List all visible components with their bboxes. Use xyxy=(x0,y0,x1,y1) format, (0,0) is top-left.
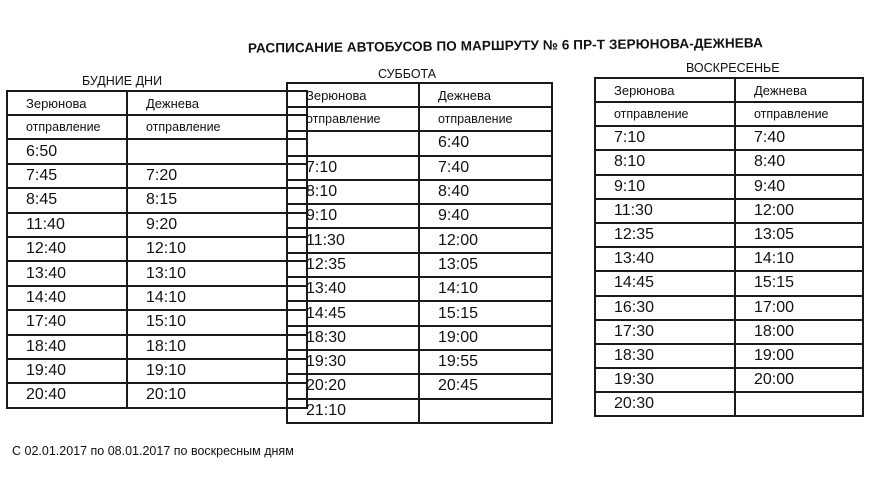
departure-time-dezhneva: 9:20 xyxy=(127,213,307,237)
departure-time-dezhneva: 8:40 xyxy=(419,180,552,204)
departure-time-dezhneva: 7:40 xyxy=(419,156,552,180)
table-row xyxy=(595,296,863,320)
departure-time-dezhneva: 13:10 xyxy=(127,261,307,285)
departure-time-dezhneva: 17:00 xyxy=(735,296,863,320)
departure-time-zeryunova: 6:50 xyxy=(7,139,127,163)
departure-time-dezhneva: 12:00 xyxy=(419,228,552,252)
sunday-schedule-table xyxy=(594,77,864,417)
departure-time-dezhneva: 18:00 xyxy=(735,320,863,344)
departure-time-dezhneva xyxy=(735,392,863,416)
table-row xyxy=(595,368,863,392)
departure-time-zeryunova: 11:30 xyxy=(595,199,735,223)
departure-label: отправление xyxy=(127,115,307,139)
departure-time-dezhneva: 8:40 xyxy=(735,150,863,174)
column-header-zeryunova: Зерюнова xyxy=(7,91,127,115)
departure-time-zeryunova: 19:30 xyxy=(287,350,419,374)
header-row xyxy=(7,91,307,115)
departure-time-dezhneva: 8:15 xyxy=(127,188,307,212)
departure-time-dezhneva: 18:10 xyxy=(127,335,307,359)
departure-time-zeryunova: 16:30 xyxy=(595,296,735,320)
column-header-dezhneva: Дежнева xyxy=(419,83,552,107)
column-header-dezhneva: Дежнева xyxy=(127,91,307,115)
table-row xyxy=(287,399,552,423)
departure-time-zeryunova: 7:45 xyxy=(7,164,127,188)
departure-time-zeryunova: 8:10 xyxy=(595,150,735,174)
departure-time-zeryunova xyxy=(287,131,419,155)
table-row xyxy=(7,383,307,407)
footer-note: С 02.01.2017 по 08.01.2017 по воскресным дням xyxy=(12,444,294,458)
table-row xyxy=(287,131,552,155)
table-row xyxy=(595,271,863,295)
departure-time-zeryunova: 12:40 xyxy=(7,237,127,261)
departure-time-dezhneva: 9:40 xyxy=(735,175,863,199)
table-row xyxy=(595,247,863,271)
departure-time-zeryunova: 8:10 xyxy=(287,180,419,204)
subheader-row xyxy=(287,107,552,131)
saturday-schedule-table xyxy=(286,82,553,424)
departure-time-zeryunova: 18:30 xyxy=(595,344,735,368)
table-row xyxy=(7,359,307,383)
departure-time-zeryunova: 9:10 xyxy=(595,175,735,199)
departure-time-dezhneva: 12:10 xyxy=(127,237,307,261)
departure-time-zeryunova: 11:30 xyxy=(287,228,419,252)
table-row xyxy=(287,180,552,204)
departure-time-zeryunova: 7:10 xyxy=(287,156,419,180)
column-header-dezhneva: Дежнева xyxy=(735,78,863,102)
table-row xyxy=(7,139,307,163)
departure-label: отправление xyxy=(595,102,735,126)
departure-time-zeryunova: 13:40 xyxy=(7,261,127,285)
departure-time-dezhneva: 19:00 xyxy=(419,326,552,350)
table-row xyxy=(7,213,307,237)
departure-label: отправление xyxy=(7,115,127,139)
table-row xyxy=(7,286,307,310)
saturday-caption: СУББОТА xyxy=(378,67,437,81)
departure-time-zeryunova: 17:30 xyxy=(595,320,735,344)
departure-time-dezhneva: 15:15 xyxy=(735,271,863,295)
table-row xyxy=(287,253,552,277)
departure-time-zeryunova: 14:45 xyxy=(595,271,735,295)
departure-time-zeryunova: 14:40 xyxy=(7,286,127,310)
departure-time-zeryunova: 19:40 xyxy=(7,359,127,383)
header-row xyxy=(287,83,552,107)
departure-time-zeryunova: 18:40 xyxy=(7,335,127,359)
departure-time-dezhneva: 20:00 xyxy=(735,368,863,392)
table-row xyxy=(7,188,307,212)
column-header-zeryunova: Зерюнова xyxy=(595,78,735,102)
departure-time-dezhneva: 15:15 xyxy=(419,301,552,325)
departure-time-dezhneva: 7:20 xyxy=(127,164,307,188)
departure-time-zeryunova: 20:20 xyxy=(287,374,419,398)
table-row xyxy=(595,392,863,416)
departure-time-zeryunova: 7:10 xyxy=(595,126,735,150)
table-row xyxy=(7,164,307,188)
header-row xyxy=(595,78,863,102)
departure-time-dezhneva: 15:10 xyxy=(127,310,307,334)
table-row xyxy=(287,374,552,398)
table-row xyxy=(287,277,552,301)
document-title: РАСПИСАНИЕ АВТОБУСОВ ПО МАРШРУТУ № 6 ПР-Т ЗЕРЮНОВА-ДЕЖНЕВА xyxy=(247,35,763,56)
subheader-row xyxy=(7,115,307,139)
table-row xyxy=(287,326,552,350)
departure-time-dezhneva: 12:00 xyxy=(735,199,863,223)
table-row xyxy=(287,204,552,228)
departure-time-zeryunova: 19:30 xyxy=(595,368,735,392)
departure-time-zeryunova: 18:30 xyxy=(287,326,419,350)
departure-time-zeryunova: 17:40 xyxy=(7,310,127,334)
table-row xyxy=(7,335,307,359)
weekday-caption: БУДНИЕ ДНИ xyxy=(82,74,163,88)
table-row xyxy=(287,301,552,325)
departure-time-zeryunova: 13:40 xyxy=(287,277,419,301)
table-row xyxy=(7,237,307,261)
departure-time-dezhneva: 14:10 xyxy=(735,247,863,271)
departure-label: отправление xyxy=(419,107,552,131)
table-row xyxy=(595,223,863,247)
table-row xyxy=(287,350,552,374)
table-row xyxy=(595,150,863,174)
departure-time-zeryunova: 12:35 xyxy=(287,253,419,277)
table-row xyxy=(287,156,552,180)
departure-time-dezhneva xyxy=(127,139,307,163)
column-header-zeryunova: Зерюнова xyxy=(287,83,419,107)
table-row xyxy=(595,320,863,344)
subheader-row xyxy=(595,102,863,126)
departure-time-zeryunova: 12:35 xyxy=(595,223,735,247)
table-row xyxy=(595,175,863,199)
departure-time-dezhneva: 6:40 xyxy=(419,131,552,155)
departure-label: отправление xyxy=(735,102,863,126)
table-row xyxy=(7,310,307,334)
departure-time-dezhneva: 20:10 xyxy=(127,383,307,407)
departure-time-zeryunova: 8:45 xyxy=(7,188,127,212)
departure-time-zeryunova: 20:40 xyxy=(7,383,127,407)
departure-time-dezhneva: 9:40 xyxy=(419,204,552,228)
table-row xyxy=(595,199,863,223)
departure-time-zeryunova: 14:45 xyxy=(287,301,419,325)
departure-time-dezhneva: 20:45 xyxy=(419,374,552,398)
departure-time-dezhneva xyxy=(419,399,552,423)
departure-time-zeryunova: 13:40 xyxy=(595,247,735,271)
weekday-schedule-table xyxy=(6,90,308,409)
departure-time-dezhneva: 19:10 xyxy=(127,359,307,383)
departure-time-dezhneva: 13:05 xyxy=(419,253,552,277)
table-row xyxy=(287,228,552,252)
departure-time-dezhneva: 14:10 xyxy=(127,286,307,310)
departure-time-zeryunova: 20:30 xyxy=(595,392,735,416)
table-row xyxy=(7,261,307,285)
table-row xyxy=(595,126,863,150)
sunday-caption: ВОСКРЕСЕНЬЕ xyxy=(686,61,780,75)
departure-label: отправление xyxy=(287,107,419,131)
departure-time-dezhneva: 7:40 xyxy=(735,126,863,150)
departure-time-zeryunova: 11:40 xyxy=(7,213,127,237)
departure-time-zeryunova: 9:10 xyxy=(287,204,419,228)
departure-time-dezhneva: 14:10 xyxy=(419,277,552,301)
departure-time-dezhneva: 19:00 xyxy=(735,344,863,368)
departure-time-dezhneva: 19:55 xyxy=(419,350,552,374)
table-row xyxy=(595,344,863,368)
departure-time-zeryunova: 21:10 xyxy=(287,399,419,423)
departure-time-dezhneva: 13:05 xyxy=(735,223,863,247)
